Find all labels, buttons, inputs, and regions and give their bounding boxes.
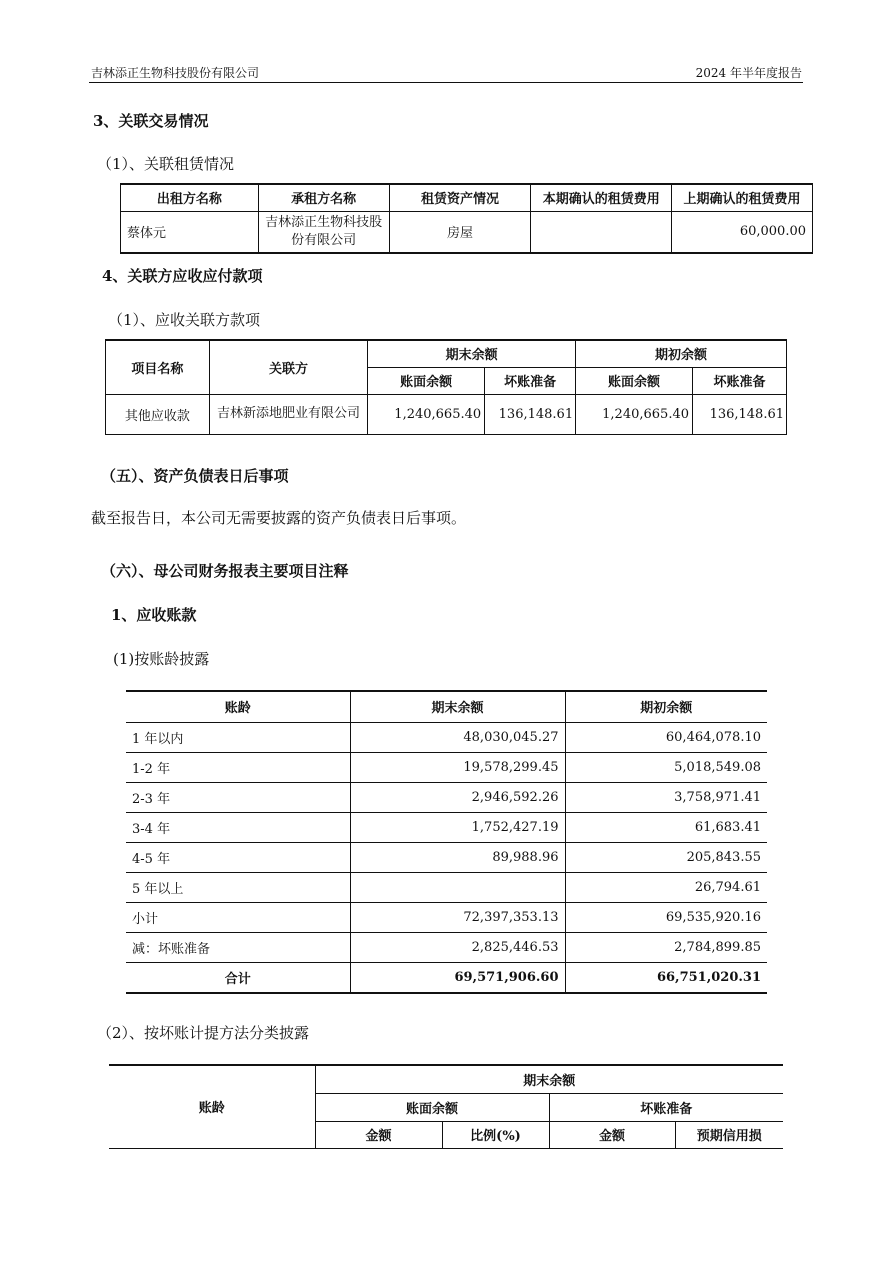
receivables-table bbox=[105, 339, 787, 435]
class-header-bad: 坏账准备 bbox=[549, 1093, 783, 1121]
header-company: 吉林添正生物科技股份有限公司 bbox=[91, 66, 260, 80]
lease-cell-prior: 60,000.00 bbox=[672, 211, 813, 253]
aging-cell-begin: 60,464,078.10 bbox=[565, 722, 767, 752]
aging-cell-end: 72,397,353.13 bbox=[350, 902, 565, 932]
class-header-end: 期末余额 bbox=[315, 1065, 783, 1093]
aging-cell-age: 2-3 年 bbox=[126, 782, 350, 812]
lease-cell-lessor: 蔡体元 bbox=[121, 211, 259, 253]
lease-header-lessee: 承租方名称 bbox=[258, 184, 389, 211]
recv-header-end-bad: 坏账准备 bbox=[485, 367, 576, 394]
aging-cell-begin: 69,535,920.16 bbox=[565, 902, 767, 932]
recv-cell-party: 吉林新添地肥业有限公司 bbox=[209, 394, 368, 434]
section-5-body: 截至报告日，本公司无需要披露的资产负债表日后事项。 bbox=[91, 509, 467, 527]
aging-cell-age: 1 年以内 bbox=[126, 722, 350, 752]
class-header-amount: 金额 bbox=[315, 1121, 442, 1148]
aging-cell-begin: 205,843.55 bbox=[565, 842, 767, 872]
table-row bbox=[126, 812, 767, 842]
aging-cell-age: 4-5 年 bbox=[126, 842, 350, 872]
section-3-title: 3、关联交易情况 bbox=[93, 112, 209, 130]
aging-cell-end: 1,752,427.19 bbox=[350, 812, 565, 842]
recv-cell-end-book: 1,240,665.40 bbox=[368, 394, 485, 434]
class-header-age: 账龄 bbox=[109, 1065, 315, 1148]
section-4-title: 4、关联方应收应付款项 bbox=[102, 267, 263, 285]
section-4-sub1: （1）、应收关联方款项 bbox=[108, 311, 261, 329]
class-header-ecl: 预期信用损 bbox=[675, 1121, 783, 1148]
aging-cell-begin: 61,683.41 bbox=[565, 812, 767, 842]
section-6-title: （六）、母公司财务报表主要项目注释 bbox=[101, 562, 349, 580]
aging-cell-begin: 3,758,971.41 bbox=[565, 782, 767, 812]
aging-cell-begin: 26,794.61 bbox=[565, 872, 767, 902]
aging-cell-age: 3-4 年 bbox=[126, 812, 350, 842]
header-divider bbox=[89, 82, 803, 83]
table-row bbox=[121, 211, 813, 253]
aging-header-end: 期末余额 bbox=[350, 691, 565, 722]
aging-cell-end: 19,578,299.45 bbox=[350, 752, 565, 782]
table-row bbox=[126, 722, 767, 752]
table-row bbox=[126, 872, 767, 902]
lease-header-prior: 上期确认的租赁费用 bbox=[672, 184, 813, 211]
table-total-row bbox=[126, 962, 767, 993]
lease-header-asset: 租赁资产情况 bbox=[389, 184, 531, 211]
section-6-sub1: (1)按账龄披露 bbox=[113, 650, 210, 668]
section-5-title: （五）、资产负债表日后事项 bbox=[101, 467, 289, 485]
recv-header-item: 项目名称 bbox=[106, 340, 210, 394]
aging-cell-begin: 2,784,899.85 bbox=[565, 932, 767, 962]
lease-cell-current bbox=[531, 211, 672, 253]
lease-cell-asset: 房屋 bbox=[389, 211, 531, 253]
recv-header-end: 期末余额 bbox=[368, 340, 576, 367]
table-row bbox=[126, 902, 767, 932]
table-row bbox=[126, 932, 767, 962]
recv-cell-begin-bad: 136,148.61 bbox=[693, 394, 787, 434]
aging-total-end: 69,571,906.60 bbox=[350, 962, 565, 993]
aging-cell-end: 2,825,446.53 bbox=[350, 932, 565, 962]
aging-cell-age: 1-2 年 bbox=[126, 752, 350, 782]
aging-cell-end: 48,030,045.27 bbox=[350, 722, 565, 752]
lease-cell-lessee: 吉林添正生物科技股份有限公司 bbox=[258, 211, 389, 253]
recv-header-party: 关联方 bbox=[209, 340, 368, 394]
table-row bbox=[126, 782, 767, 812]
lease-table bbox=[120, 183, 813, 254]
recv-header-begin-bad: 坏账准备 bbox=[693, 367, 787, 394]
section-3-sub1: （1）、关联租赁情况 bbox=[97, 155, 235, 173]
aging-header-age: 账龄 bbox=[126, 691, 350, 722]
aging-cell-end: 89,988.96 bbox=[350, 842, 565, 872]
recv-cell-item: 其他应收款 bbox=[106, 394, 210, 434]
aging-total-label: 合计 bbox=[126, 962, 350, 993]
aging-cell-age: 减：坏账准备 bbox=[126, 932, 350, 962]
lease-header-current: 本期确认的租赁费用 bbox=[531, 184, 672, 211]
aging-cell-age: 小计 bbox=[126, 902, 350, 932]
recv-header-end-book: 账面余额 bbox=[368, 367, 485, 394]
aging-header-begin: 期初余额 bbox=[565, 691, 767, 722]
aging-cell-end: 2,946,592.26 bbox=[350, 782, 565, 812]
header-report-title: 2024 年半年度报告 bbox=[695, 66, 802, 80]
recv-header-begin: 期初余额 bbox=[576, 340, 787, 367]
aging-cell-begin: 5,018,549.08 bbox=[565, 752, 767, 782]
aging-total-begin: 66,751,020.31 bbox=[565, 962, 767, 993]
class-header-amount-bad: 金额 bbox=[549, 1121, 675, 1148]
recv-cell-end-bad: 136,148.61 bbox=[485, 394, 576, 434]
classification-table bbox=[109, 1064, 783, 1149]
lease-header-lessor: 出租方名称 bbox=[121, 184, 259, 211]
class-header-book: 账面余额 bbox=[315, 1093, 549, 1121]
recv-header-begin-book: 账面余额 bbox=[576, 367, 693, 394]
table-row bbox=[126, 842, 767, 872]
class-header-ratio: 比例(%) bbox=[442, 1121, 549, 1148]
aging-table bbox=[126, 690, 767, 994]
table-row bbox=[106, 394, 787, 434]
aging-cell-end bbox=[350, 872, 565, 902]
table-row bbox=[126, 752, 767, 782]
section-6-sub2: （2）、按坏账计提方法分类披露 bbox=[97, 1024, 310, 1042]
section-6-sub-title: 1、应收账款 bbox=[111, 606, 197, 624]
recv-cell-begin-book: 1,240,665.40 bbox=[576, 394, 693, 434]
aging-cell-age: 5 年以上 bbox=[126, 872, 350, 902]
